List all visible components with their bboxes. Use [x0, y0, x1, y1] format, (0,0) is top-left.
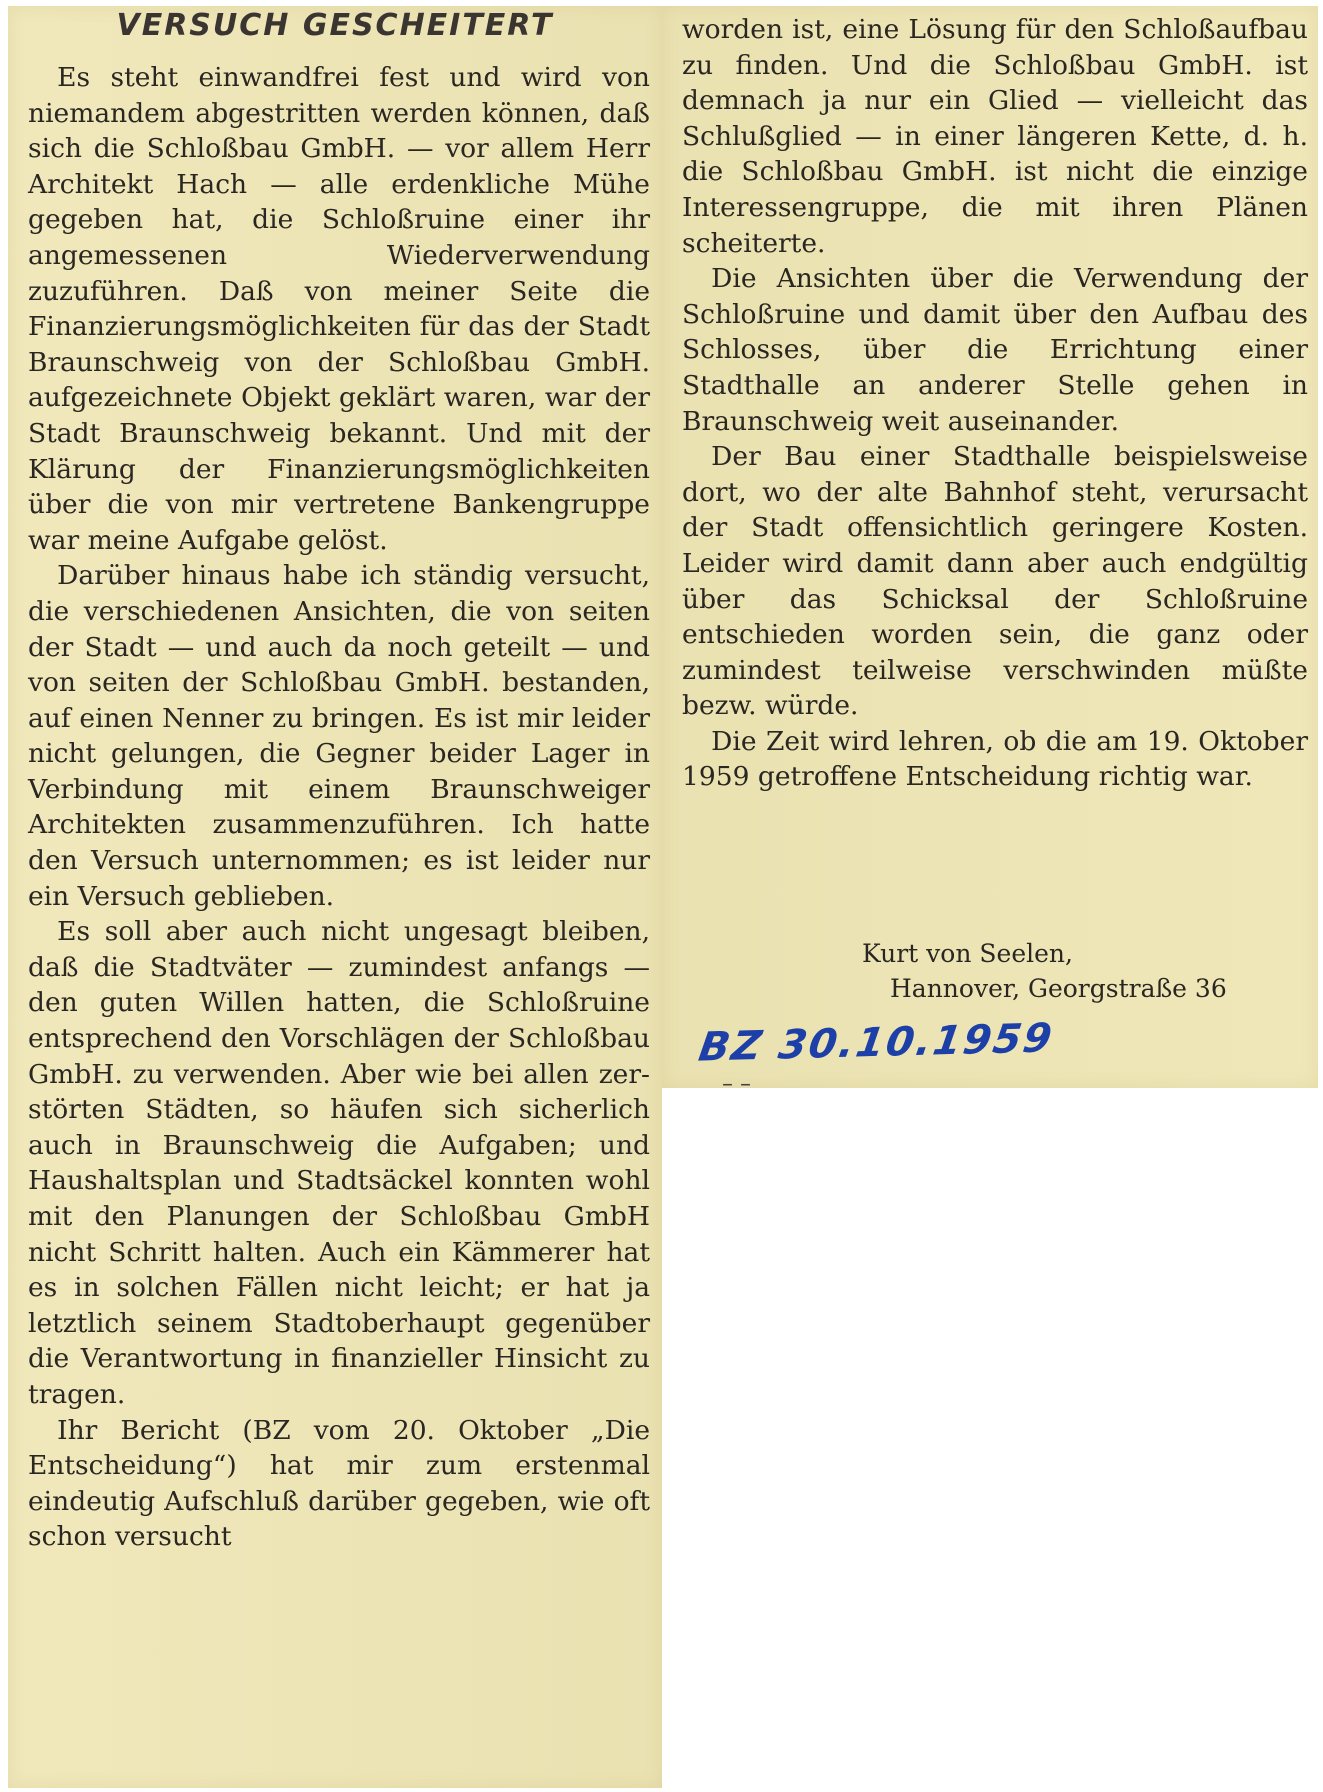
article-right-column — [682, 12, 1308, 795]
paragraph-2: Darüber hinaus habe ich ständig versucht, die verschiedenen Ansichten, die von seiten der Stadt — und auch da noch geteilt — und von seiten der Schloßbau GmbH. bestanden, auf einen Nenner zu bringen. Es ist mir leider nicht gelungen, die Gegner beider Lager in Verbindung mit einem Braunschweiger Architekten zusammenzuführen. Ich hatte den Versuch unternommen; es ist leider nur ein Versuch geblieben. — [28, 560, 650, 912]
paragraph-5: Die Ansichten über die Verwendung der Schloßruine und damit über den Aufbau des Schlosses, über die Errichtung einer Stadthalle an anderer Stelle gehen in Braunschweig weit auseinander. — [682, 263, 1308, 437]
paragraph-7: Die Zeit wird lehren, ob die am 19. Oktober 1959 getroffene Entscheidung richtig war. — [682, 725, 1308, 793]
handwritten-source-note: BZ 30.10.1959 — [695, 1015, 1057, 1071]
paragraph-6: Der Bau einer Stadthalle beispielsweise dort, wo der alte Bahnhof steht, verursacht der Stadt offensichtlich geringere Kosten. Leider wird damit dann aber auch endgültig über das Schicksal der Schloßruine entschieden worden sein, die ganz oder zumindest teilweise verschwinden müßte bezw. würde. — [682, 441, 1308, 722]
paragraph-3: Es soll aber auch nicht ungesagt bleiben, daß die Stadtväter — zumindest anfangs — den guten Willen hatten, die Schloßruine entsprechend den Vorschlägen der Schloßbau GmbH. zu verwenden. Aber wie bei allen zerstörten Städten, so häufen sich sicherlich auch in Braunschweig die Aufgaben; und Haushaltsplan und Stadtsäckel konnten wohl mit den Planungen der Schloßbau GmbH nicht Schritt halten. Auch ein Kämmerer hat es in solchen Fällen nicht leicht; er hat ja letztlich seinem Stadtoberhaupt gegenüber die Verantwortung in finanzieller Hinsicht zu tragen. — [28, 916, 650, 1410]
author-name: Kurt von Seelen, — [862, 939, 1073, 968]
author-signature — [682, 936, 1284, 1006]
paragraph-4: Ihr Bericht (BZ vom 20. Oktober „Die Entscheidung“) hat mir zum erstenmal eindeutig Aufschluß darüber gegeben, wie oft schon versucht — [28, 1414, 650, 1553]
paragraph-1: Es steht einwandfrei fest und wird von niemandem abgestritten werden können, daß sich die Schloßbau GmbH. — vor allem Herr Architekt Hach — alle erdenkliche Mühe gegeben hat, die Schloßruine einer ihr angemessenen Wiederverwendung zuzuführen. Daß von meiner Seite die Finanzierungsmöglichkeiten für das der Stadt Braunschweig von der Schloßbau GmbH. aufgezeichnete Objekt geklärt waren, war der Stadt Braunschweig bekannt. Und mit der Klärung der Finanzierungsmöglichkeiten über die von mir vertretene Bankengruppe war meine Aufgabe gelöst. — [28, 62, 650, 556]
paragraph-continuation: worden ist, eine Lösung für den Schloßaufbau zu finden. Und die Schloßbau GmbH. ist demnach ja nur ein Glied — vielleicht das Schlußglied — in einer längeren Kette, d. h. die Schloßbau GmbH. ist nicht die einzige Interessengruppe, die mit ihren Plänen scheiterte. — [682, 14, 1308, 259]
article-headline: VERSUCH GESCHEITERT — [116, 8, 554, 43]
author-address: Hannover, Georgstraße 36 — [890, 974, 1227, 1003]
article-left-column — [28, 60, 650, 1555]
pencil-dash-mark: – – — [722, 1072, 751, 1097]
